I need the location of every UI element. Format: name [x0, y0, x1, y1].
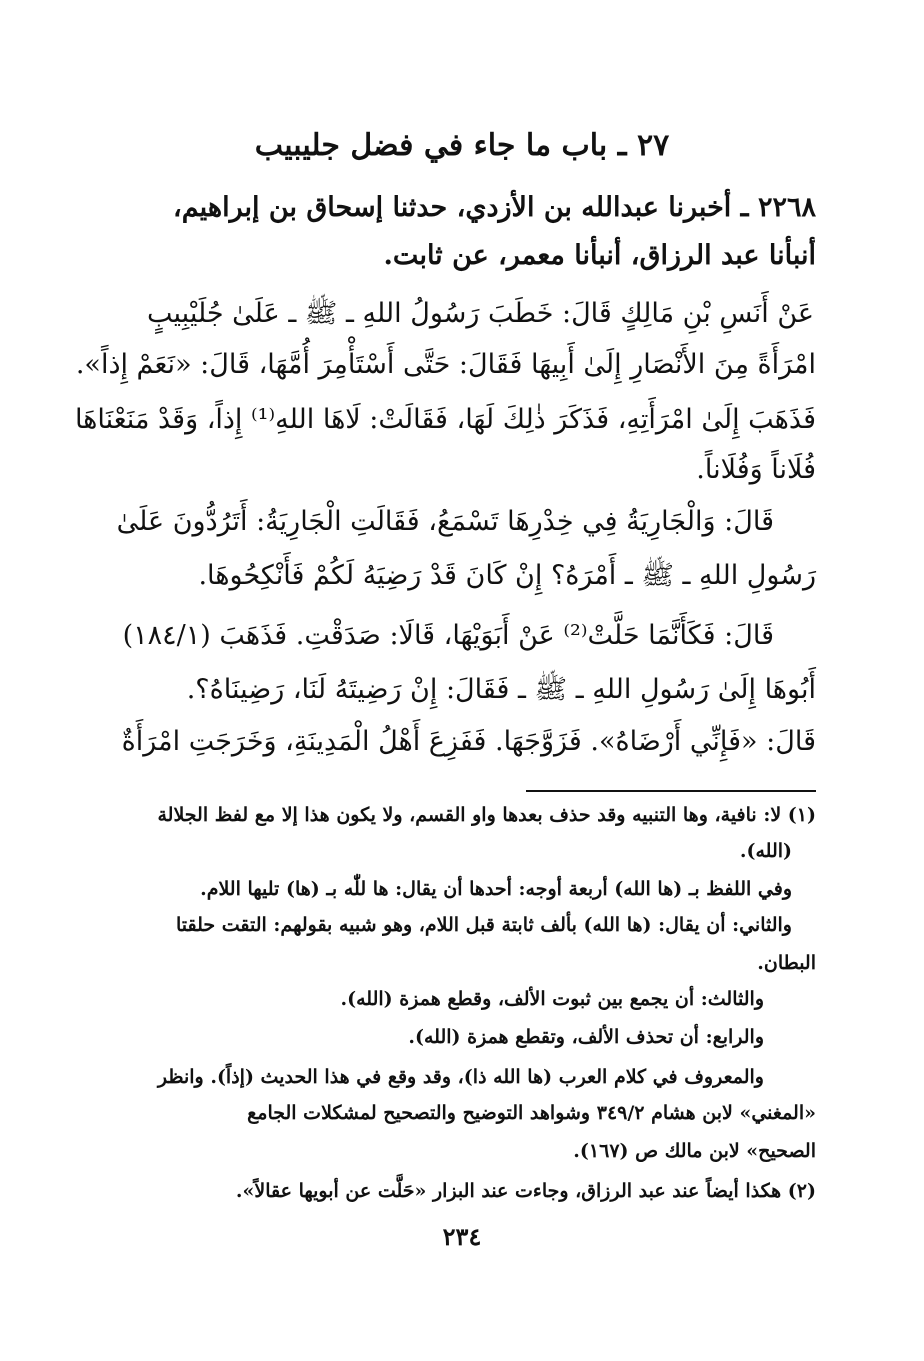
isnad-line-1: ٢٢٦٨ ـ أخبرنا عبدالله بن الأزدي، حدثنا إسحاق بن إبراهيم،: [173, 192, 816, 223]
hadith-paragraph-2-line-2: رَسُولِ اللهِ ـ ﷺ ـ أَمْرَهُ؟ إِنْ كَانَ قَدْ رَضِيَهُ لَكُمْ فَأَنْكِحُوهَا.: [198, 560, 816, 591]
hadith-paragraph-1-line-2: امْرَأَةً مِنَ الأَنْصَارِ إِلَىٰ أَبِيهَا فَقَالَ: حَتَّى أَسْتَأْمِرَ أُمَّهَا، قَالَ: «نَعَمْ إِذاً».: [75, 349, 816, 380]
footnote-1-line-8: والمعروف في كلام العرب (ها الله ذا)، وقد وقع في هذا الحديث (إذاً). وانظر: [157, 1066, 764, 1088]
hadith-paragraph-1-line-1: عَنْ أَنَسِ بْنِ مَالِكٍ قَالَ: خَطَبَ رَسُولُ اللهِ ـ ﷺ ـ عَلَىٰ جُلَيْبِيبٍ: [147, 298, 814, 329]
hadith-paragraph-3-line-3: قَالَ: «فَإِنِّي أَرْضَاهُ». فَزَوَّجَهَا. فَفَزِعَ أَهْلُ الْمَدِينَةِ، وَخَرَجَتِ امْرَأَةٌ: [121, 726, 816, 757]
footnote-1-line-6: والثالث: أن يجمع بين ثبوت الألف، وقطع همزة (الله).: [340, 988, 764, 1010]
chapter-heading: ٢٧ ـ باب ما جاء في فضل جليبيب: [254, 128, 670, 163]
isnad-line-2: أنبأنا عبد الرزاق، أنبأنا معمر، عن ثابت.: [383, 240, 816, 271]
footnote-1-line-3: وفي اللفظ بـ (ها الله) أربعة أوجه: أحدها أن يقال: ها للّٰه بـ (ها) تليها اللام.: [200, 878, 792, 900]
footnote-separator: [526, 790, 816, 792]
hadith-paragraph-1-line-3: فَذَهَبَ إِلَىٰ امْرَأَتِهِ، فَذَكَرَ ذٰلِكَ لَهَا، فَقَالَتْ: لَاهَا اللهِ⁽¹⁾ إِذاً، وَقَدْ مَنَعْنَاهَا: [74, 404, 816, 435]
footnote-2-line-1: (٢) هكذا أيضاً عند عبد الرزاق، وجاءت عند البزار «حَلَّت عن أبويها عقالاً».: [235, 1180, 816, 1202]
hadith-paragraph-1-line-4: فُلَاناً وَفُلَاناً.: [696, 454, 816, 485]
hadith-paragraph-3-line-1: قَالَ: فَكَأَنَّمَا حَلَّتْ⁽²⁾ عَنْ أَبَوَيْهَا، قَالَا: صَدَقْتِ. فَذَهَبَ (١٨٤/١): [122, 620, 774, 651]
footnote-1-line-7: والرابع: أن تحذف الألف، وتقطع همزة (الله).: [408, 1026, 764, 1048]
hadith-paragraph-2-line-1: قَالَ: وَالْجَارِيَةُ فِي خِدْرِهَا تَسْمَعُ، فَقَالَتِ الْجَارِيَةُ: أَتَرُدُّونَ عَلَىٰ: [116, 506, 774, 537]
footnote-1-line-9: «المغني» لابن هشام ٣٤٩/٢ وشواهد التوضيح والتصحيح لمشكلات الجامع: [247, 1102, 816, 1124]
footnote-1-line-2: (الله).: [739, 840, 792, 862]
footnote-1-line-4: والثاني: أن يقال: (ها الله) بألف ثابتة قبل اللام، وهو شبيه بقولهم: التقت حلقتا: [175, 914, 792, 936]
footnote-1-line-5: البطان.: [757, 952, 816, 974]
hadith-paragraph-3-line-2: أَبُوهَا إِلَىٰ رَسُولِ اللهِ ـ ﷺ ـ فَقَالَ: إِنْ رَضِيتَهُ لَنَا، رَضِينَاهُ؟.: [186, 674, 816, 705]
page-number: ٢٣٤: [442, 1222, 482, 1251]
footnote-1-line-10: الصحيح» لابن مالك ص (١٦٧).: [573, 1140, 816, 1162]
footnote-1-line-1: (١) لا: نافية، وها التنبيه وقد حذف بعدها واو القسم، ولا يكون هذا إلا مع لفظ الجلالة: [157, 804, 816, 826]
